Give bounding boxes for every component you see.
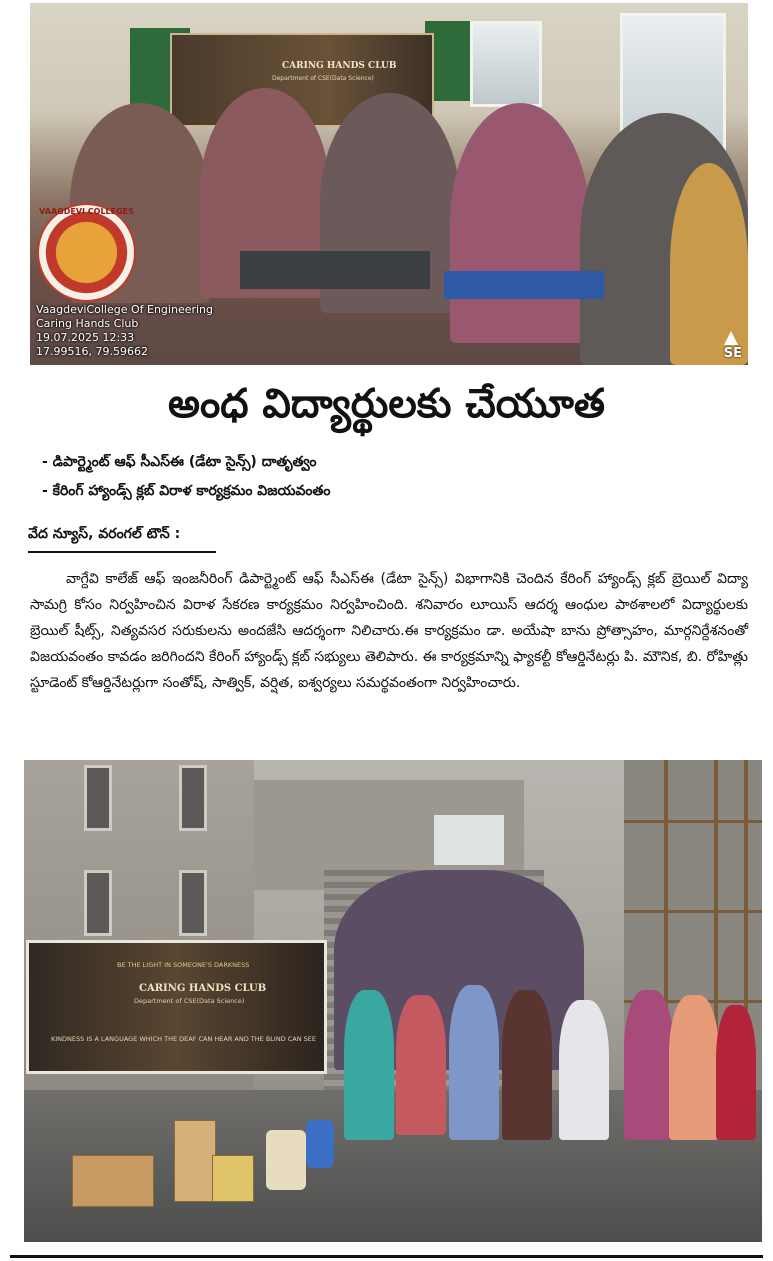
person [344,990,394,1140]
window [470,21,542,107]
window [84,765,112,831]
banner-tagline: BE THE LIGHT IN SOMEONE'S DARKNESS [117,961,250,969]
scaffold-bar [624,820,762,823]
banner-subtitle: Department of CSE(Data Science) [272,75,374,82]
bottom-photo [24,760,762,1242]
sky-opening [434,815,504,865]
window [179,870,207,936]
packet [306,1120,334,1168]
watermark: SE [723,346,742,361]
headline: అంధ విద్యార్థులకు చేయూత [167,381,606,427]
event-banner [26,940,327,1074]
subhead: - డిపార్ట్మెంట్ ఆఫ్ సీఎస్ఈ (డేటా సైన్స్) దాతృత్వం [42,454,317,470]
blue-desk [444,271,604,299]
stamp-line: Caring Hands Club [36,317,139,330]
person [624,990,674,1140]
dateline-underline [28,551,216,553]
paper-bag [174,1120,216,1202]
person [669,995,719,1140]
geo-stamp [36,303,213,359]
person [449,985,499,1140]
north-arrow-icon [724,331,738,345]
table [240,251,430,289]
jar [212,1155,254,1202]
stamp-line: VaagdeviCollege Of Engineering [36,303,214,316]
person [559,1000,609,1140]
banner-title: CARING HANDS CLUB [139,983,267,994]
person [502,990,552,1140]
person [396,995,446,1135]
college-logo [37,203,136,302]
rice-sack [266,1130,306,1190]
scaffold-bar [624,910,762,913]
window [84,870,112,936]
article-body: వాగ్దేవి కాలేజ్ ఆఫ్ ఇంజనీరింగ్ డిపార్ట్మెంట్ ఆఫ్ సీఎస్ఈ (డేటా సైన్స్) విభాగానికి చెందిన కేరింగ్ హ్యాండ్స్ క్లబ్ బ్రెయిల్ విద్యా సామగ్రి కోసం నిర్వహించిన విరాళ సేకరణ కార్యక్రమం నిర్వహించింది. శనివారం లూయిస్ ఆదర్శ ఆంధుల పాఠశాలలో విద్యార్థులకు బ్రెయిల్ షీట్స్, నిత్యవసర సరుకులను అందజేసి ఆదర్శంగా నిలిచారు.ఈ కార్యక్రమం డా. అయేషా బాను ప్రోత్సాహం, మార్గనిర్దేశనంతో విజయవంతం కావడం జరిగిందని కేరింగ్ హ్యాండ్స్ క్లబ్ సభ్యులు తెలిపారు. ఈ కార్యక్రమాన్ని ఫ్యాకల్టీ కోఆర్డినేటర్లు పి. మౌనిక, బి. రోహిత్లు స్టూడెంట్ కోఆర్డినేటర్లుగా సంతోష్, సాత్విక్, వర్షిత, ఐశ్వర్యలు సమర్థవంతంగా నిర్వహించారు. [30,571,748,691]
logo-text: VAAGDEVI COLLEGES [39,207,134,216]
dateline: వేద న్యూస్, వరంగల్ టౌన్ : [28,526,181,542]
person [716,1005,756,1140]
crowd-group [450,103,590,343]
stamp-line: 17.99516, 79.59662 [36,345,148,358]
banner-quote: KINDNESS IS A LANGUAGE WHICH THE DEAF CAN HEAR AND THE BLIND CAN SEE [51,1035,317,1043]
subhead: - కేరింగ్ హ్యాండ్స్ క్లబ్ విరాళ కార్యక్రమం విజయవంతం [42,483,331,499]
window [179,765,207,831]
top-photo [30,3,748,365]
cardboard-box [72,1155,154,1207]
banner-subtitle: Department of CSE(Data Science) [134,997,245,1005]
bottom-rule [10,1255,763,1258]
stamp-line: 19.07.2025 12:33 [36,331,135,344]
banner-title: CARING HANDS CLUB [282,61,397,71]
